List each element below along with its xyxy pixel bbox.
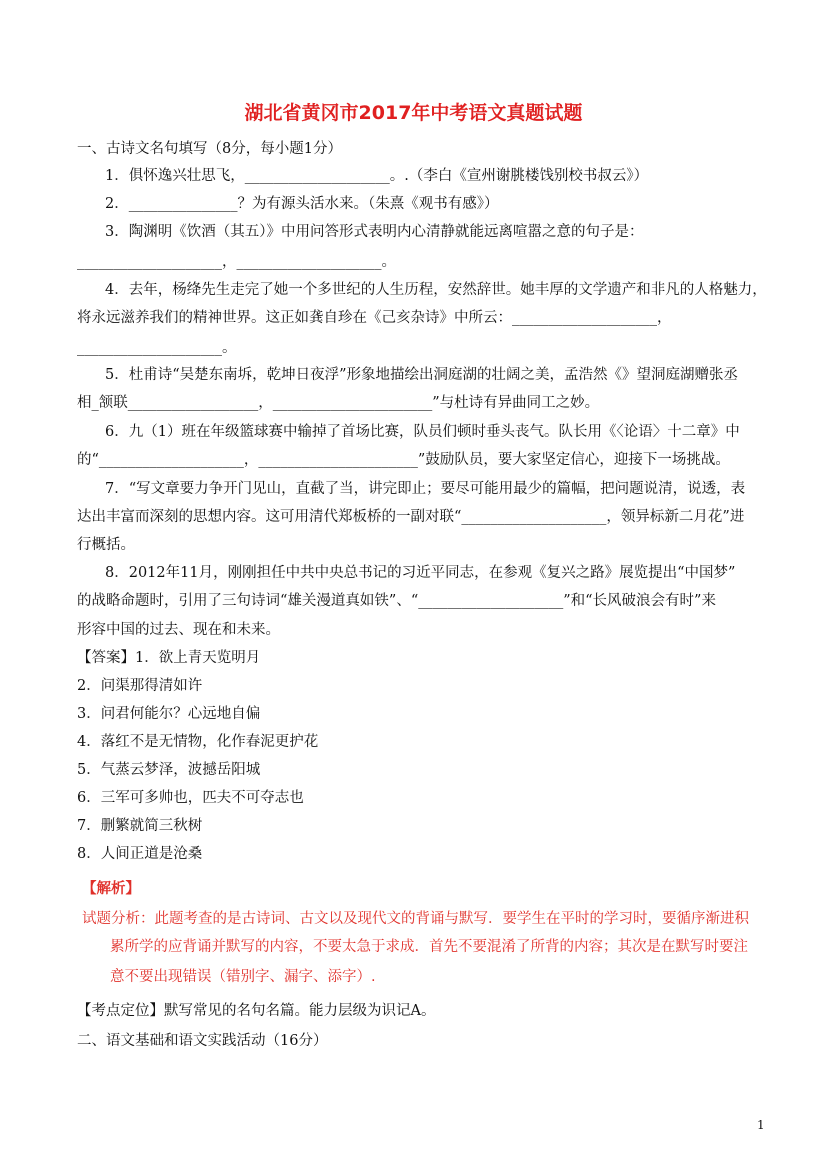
question-8-line2: 的战略命题时，引用了三句诗词“雄关漫道真如铁”、“____________________”和“长风破浪会有时”来	[77, 593, 716, 609]
answer-4: 4．落红不是无情物，化作春泥更护花	[77, 734, 319, 750]
question-4-line2: 将永远滋养我们的精神世界。这正如龚自珍在《己亥杂诗》中所云：____________________，	[77, 310, 672, 326]
question-1: 1．俱怀逸兴壮思飞，____________________。.（李白《宣州谢朓楼饯别校书叔云》）	[105, 168, 649, 184]
answer-5: 5．气蒸云梦泽，波撼岳阳城	[77, 762, 261, 778]
answer-2: 2．问渠那得清如许	[77, 678, 203, 694]
analysis-line-1: 试题分析：此题考查的是古诗词、古文以及现代文的背诵与默写．要学生在平时的学习时，要循序渐进积	[82, 911, 749, 927]
question-4-line1: 4．去年，杨绛先生走完了她一个多世纪的人生历程，安然辞世。她丰厚的文学遗产和非凡的人格魅力，	[105, 282, 767, 298]
answer-8: 8．人间正道是沧桑	[77, 846, 203, 862]
analysis-heading: 【解析】	[82, 881, 140, 897]
question-6-line1: 6．九（1）班在年级篮球赛中输掉了首场比赛，队员们顿时垂头丧气。队长用《〈论语〉十二章》中	[105, 424, 740, 440]
analysis-line-3: 意不要出现错误（错别字、漏字、添字）.	[110, 969, 376, 985]
question-2: 2．_______________？为有源头活水来。（朱熹《观书有感》）	[105, 196, 499, 212]
section2-heading: 二、语文基础和语文实践活动（16分）	[77, 1033, 328, 1049]
question-6-line2: 的“____________________，______________________”鼓励队员，要大家坚定信心，迎接下一场挑战。	[77, 452, 730, 468]
question-7-line2: 达出丰富而深刻的思想内容。这可用清代郑板桥的一副对联“____________________，领异标新二月花”进	[77, 509, 745, 525]
section1-heading: 一、古诗文名句填写（8分，每小题1分）	[77, 141, 342, 157]
document-title: 湖北省黄冈市2017年中考语文真题试题	[244, 102, 583, 124]
question-3-line1: 3．陶渊明《饮酒（其五）》中用问答形式表明内心清静就能远离喧嚣之意的句子是：	[105, 224, 644, 240]
question-5-line1: 5．杜甫诗“吴楚东南坼，乾坤日夜浮”形象地描绘出洞庭湖的壮阔之美，孟浩然《》望洞庭湖赠张丞	[105, 367, 739, 383]
analysis-line-2: 累所学的应背诵并默写的内容，不要太急于求成．首先不要混淆了所背的内容；其次是在默写时要注	[110, 939, 748, 955]
answer-6: 6．三军可多帅也，匹夫不可夺志也	[77, 790, 304, 806]
question-3-line2: ____________________，____________________。	[77, 254, 396, 270]
question-4-line3: ____________________。	[77, 340, 237, 356]
answer-7: 7．删繁就简三秋树	[77, 818, 203, 834]
answer-3: 3．问君何能尔？心远地自偏	[77, 706, 261, 722]
question-5-line2: 相_颔联__________________，______________________”与杜诗有异曲同工之妙。	[77, 395, 600, 411]
question-8-line1: 8．2012年11月，刚刚担任中共中央总书记的习近平同志，在参观《复兴之路》展览提出“中国梦”	[105, 565, 736, 581]
kaodian-dingwei: 【考点定位】默写常见的名句名篇。能力层级为识记A。	[77, 1003, 436, 1019]
question-8-line3: 形容中国的过去、现在和未来。	[77, 622, 280, 638]
page-number: 1	[757, 1118, 765, 1132]
question-7-line3: 行概括。	[77, 537, 135, 553]
answer-1: 【答案】1．欲上青天览明月	[77, 650, 261, 666]
question-7-line1: 7．“写文章要力争开门见山，直截了当，讲完即止；要尽可能用最少的篇幅，把问题说清，说透，表	[105, 481, 746, 497]
